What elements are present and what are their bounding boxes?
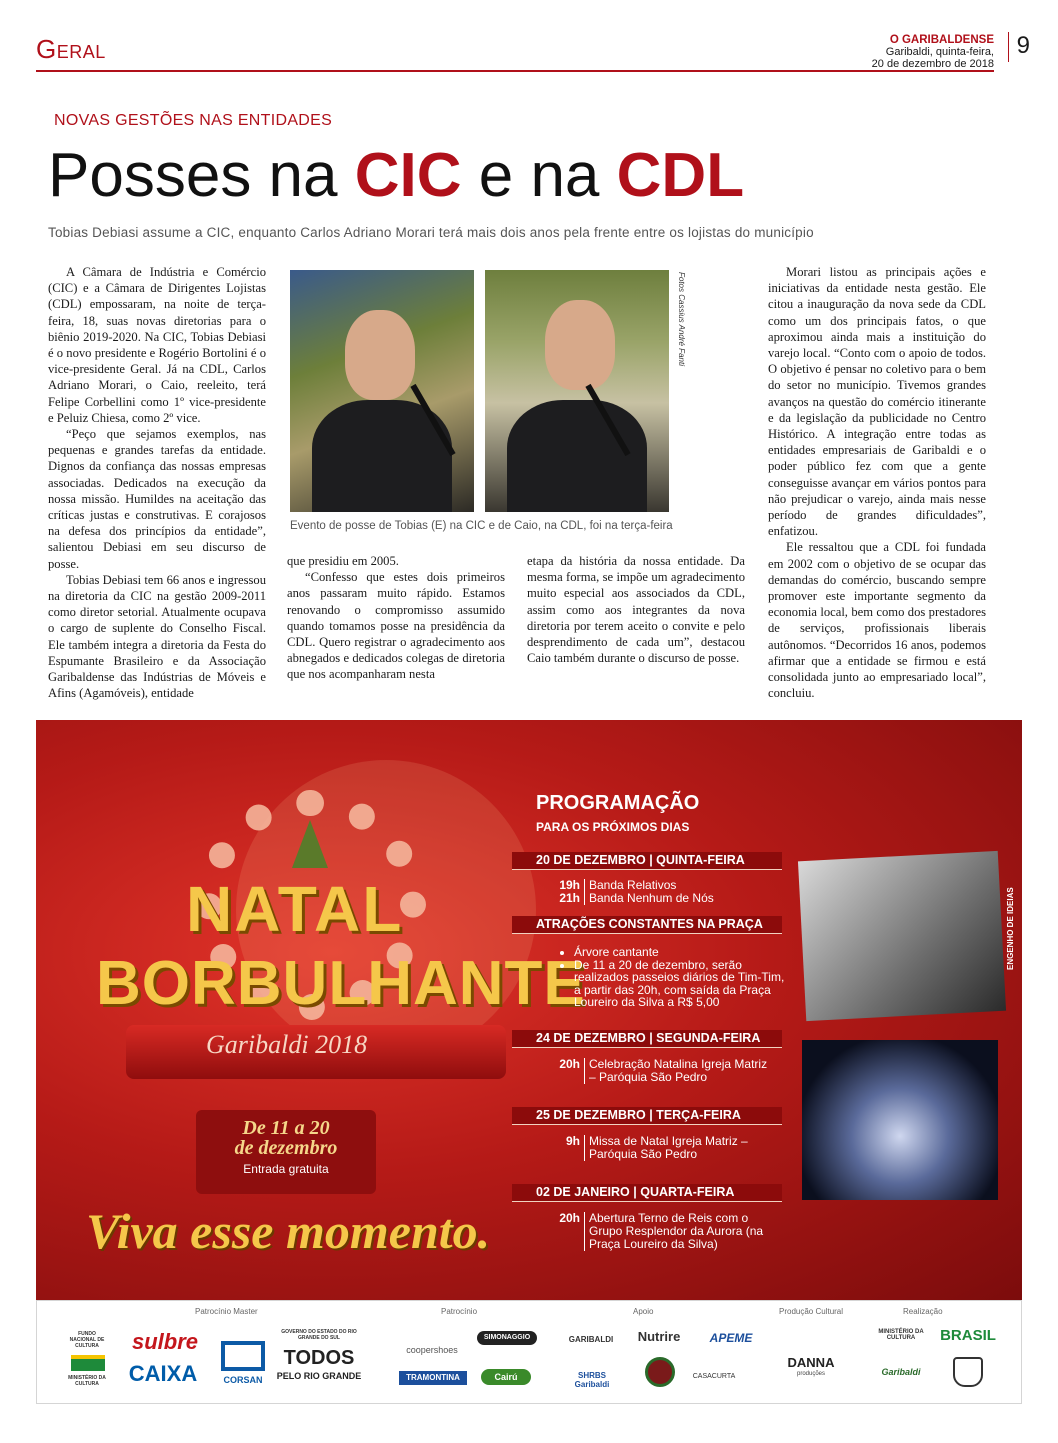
photo-caio (485, 270, 669, 512)
headline-cic: CIC (354, 141, 462, 210)
program-event (536, 1135, 776, 1161)
program-day-bar: 20 DE DEZEMBRO | QUINTA-FEIRA (512, 852, 782, 870)
logo-caixa: CAIXA (128, 1361, 198, 1386)
logo-danna: DANNA (787, 1355, 835, 1370)
page-number: 9 (1008, 32, 1030, 62)
event-desc: Abertura Terno de Reis com o Grupo Resplendor da Aurora (na Praça Loureiro da Silva) (584, 1212, 776, 1251)
section-title: Geral (36, 34, 106, 64)
dateline-2: 20 de dezembro de 2018 (871, 58, 994, 70)
program-events-day1 (536, 879, 776, 905)
natal-advertisement (36, 720, 1022, 1300)
logo-tramontina: TRAMONTINA (399, 1371, 467, 1385)
program-day-bar: ATRAÇÕES CONSTANTES NA PRAÇA (512, 916, 782, 934)
logo-cairu: Cairú (481, 1369, 531, 1385)
headline-cdl: CDL (616, 141, 745, 210)
article-photos (290, 270, 686, 512)
event-desc: Missa de Natal Igreja Matriz – Paróquia São Pedro (584, 1135, 776, 1161)
logo-coopershoes: coopershoes (406, 1345, 458, 1355)
program-events-day2 (536, 1058, 776, 1084)
headline-part-1: Posses na (48, 141, 355, 210)
paragraph: “Confesso que estes dois primeiros anos passaram muito rápido. Estamos renovando o compromisso assumido quando tomamos posse na presidência da CDL. Quero registrar o agradecimento aos abnegados e dedicados colegas de diretoria que nos acompanharam nesta (287, 570, 505, 682)
corsan-icon (221, 1341, 265, 1371)
logo-todos: TODOS (283, 1347, 355, 1369)
article-kicker: NOVAS GESTÕES NAS ENTIDADES (54, 112, 333, 129)
article-column-3 (527, 553, 745, 666)
event-desc: Banda Relativos (584, 879, 776, 892)
paragraph: “Peço que sejamos exemplos, nas pequenas e grandes tarefas da entidade. Dignos da confiança das nossas empresas associadas. Dedicados na execução da nossa missão. Humildes na aceitação das críticas justas e construtivas. E corajosos na defesa dos princípios da entidade”, salientou Debiasi em seu discurso de posse. (48, 427, 266, 571)
logo-brasil: BRASIL (940, 1327, 996, 1344)
article-deck: Tobias Debiasi assume a CIC, enquanto Carlos Adriano Morari terá mais dois anos pela frente entre os lojistas do município (48, 225, 814, 240)
logo-shrbs: SHRBS Garibaldi (574, 1371, 610, 1389)
program-events-day3 (536, 1135, 776, 1161)
tree-icon (292, 820, 328, 868)
logo-nutrire: Nutrire (637, 1329, 681, 1344)
page-header (36, 28, 1030, 74)
logo-governo: GOVERNO DO ESTADO DO RIO GRANDE DO SUL (281, 1329, 357, 1341)
article-column-4 (768, 264, 986, 701)
masthead (872, 34, 994, 70)
event-time: 9h (565, 1134, 580, 1148)
paragraph: Tobias Debiasi tem 66 anos e ingressou na diretoria da CIC na gestão 2009-2011 como diretor setorial. Atualmente ocupava o cargo de suplente do Conselho Fiscal. Ele também integra a diretoria da Festa do Espumante Brasileiro e da Associação Garibaldense das Indústrias de Móveis e Afins (Agamóveis), entidade (48, 572, 266, 701)
headline-part-2: e na (461, 141, 617, 210)
paragraph: etapa da história da nossa entidade. Da mesma forma, se impõe um agradecimento muito especial aos associados da CDL, assim como aos integrantes da nova diretoria por terem aceito o convite e pelo desprendimento de cada um”, destacou Caio também durante o discurso de posse. (527, 554, 745, 666)
figure-body (507, 400, 647, 512)
agency-credit: ENGENHO DE IDEIAS (1006, 887, 1015, 970)
dateline-1: Garibaldi, quinta-feira, (885, 46, 994, 58)
event-desc: Banda Nenhum de Nós (584, 892, 776, 905)
photo-caption: Evento de posse de Tobias (E) na CIC e de Caio, na CDL, foi na terça-feira (290, 520, 673, 532)
program-subtitle: PARA OS PRÓXIMOS DIAS (536, 820, 690, 834)
program-title: PROGRAMAÇÃO (536, 792, 700, 814)
logo-sulbre: sulbre (131, 1329, 199, 1354)
header-rule (36, 70, 994, 72)
logo-fundo-cultura: FUNDO NACIONAL DE CULTURA (69, 1331, 105, 1349)
program-events-day4 (536, 1212, 776, 1251)
program-day-bar: 24 DE DEZEMBRO | SEGUNDA-FEIRA (512, 1030, 782, 1048)
event-time: 21h (559, 891, 580, 905)
label-patrocinio-master: Patrocínio Master (195, 1307, 258, 1316)
event-desc: Celebração Natalina Igreja Matriz – Paróquia São Pedro (584, 1058, 776, 1084)
logo-pelo-rio-grande: PELO RIO GRANDE (276, 1371, 362, 1381)
list-item: • Árvore cantante (574, 946, 792, 959)
constant-attractions-list (562, 946, 792, 1009)
paper-name: O GARIBALDENSE (889, 34, 994, 46)
label-realizacao: Realização (903, 1307, 943, 1316)
figure-head (545, 300, 615, 390)
program-event (536, 1058, 776, 1084)
article-headline (48, 136, 744, 216)
paragraph: que presidiu em 2005. (287, 554, 399, 568)
ad-entry: Entrada gratuita (243, 1162, 329, 1176)
label-producao: Produção Cultural (779, 1307, 844, 1316)
paragraph: Ele ressaltou que a CDL foi fundada em 2002 com o objetivo de se ocupar das demandas do comércio, buscando sempre promover este importante segmento da economia local, bem como dos prestadores de serviços, profissionais liberais autônomos. “Decorridos 16 anos, podemos afirmar que a entidade se firmou e está consolidada junto ao empresariado local”, concluiu. (768, 540, 986, 701)
program-event (536, 1212, 776, 1251)
logo-garibaldi-coop: GARIBALDI (568, 1335, 614, 1344)
list-item: • De 11 a 20 de dezembro, serão realizados passeios diários de Tim-Tim, a partir das 20h, com saída da Praça Loureiro da Silva a R$ 5,00 (574, 959, 792, 1009)
logo-simonaggio: SIMONAGGIO (477, 1331, 537, 1345)
ad-title-natal: NATAL (186, 873, 404, 945)
logo-garibaldi-city: Garibaldi (881, 1367, 921, 1377)
lit-tree-photo (802, 1040, 998, 1200)
event-time: 20h (559, 1057, 580, 1071)
band-photo (798, 851, 1006, 1021)
ad-dates-2: de dezembro (234, 1137, 338, 1159)
label-apoio: Apoio (633, 1307, 654, 1316)
brazil-flag-icon (71, 1355, 105, 1371)
emblem-icon (645, 1357, 675, 1387)
paragraph: Morari listou as principais ações e iniciativas da entidade nesta gestão. Ele citou a inauguração da nova sede da CDL como um dos principais fatos, o que aproximou ainda mais a instituição do varejo local. “Conto com o apoio de todos. O objetivo é pensar no coletivo para o bem do setor no município. Tivemos grandes avanços na questão do comércio itinerante e da legislação da publicidade no Centro Histórico. A integração entre todas as entidades empresariais de Garibaldi e o poder público fez com que a gente conseguisse avançar em vários pontos para não prejudicar o varejo, ainda mais nesse período de grandes dificuldades”, enfatizou. (768, 265, 986, 539)
ad-slogan: Viva esse momento. (86, 1203, 491, 1259)
logo-ministerio-realizacao: MINISTÉRIO DA CULTURA (878, 1329, 924, 1341)
ad-title-borbulhante: BORBULHANTE (96, 949, 586, 1018)
program-day-bar: 02 DE JANEIRO | QUARTA-FEIRA (512, 1184, 782, 1202)
event-time: 19h (559, 878, 580, 892)
logo-casacurta: CASACURTA (692, 1373, 736, 1380)
article-column-1 (48, 264, 266, 701)
logo-corsan: CORSAN (223, 1375, 263, 1385)
ad-dates-1: De 11 a 20 (242, 1117, 330, 1139)
event-time: 20h (559, 1211, 580, 1225)
program-event (536, 892, 776, 905)
program-day-bar: 25 DE DEZEMBRO | TERÇA-FEIRA (512, 1107, 782, 1125)
logo-apeme: APEME (709, 1331, 753, 1345)
paragraph: A Câmara de Indústria e Comércio (CIC) e a Câmara de Dirigentes Lojistas (CDL) empossaram, na noite de terça-feira, 18, suas novas diretorias para o biênio 2019-2020. Na CIC, Tobias Debiasi é o novo presidente e Rogério Bortolini é o vice-presidente Geral. Já na CDL, Carlos Adriano Morari, o Caio, reeleito, terá Felipe Corbellini como 1º vice-presidente e Peluiz Chiesa, como 2º vice. (48, 265, 266, 425)
photo-tobias (290, 270, 474, 512)
ad-subtitle: Garibaldi 2018 (206, 1030, 368, 1059)
logo-danna-sub: produções (796, 1371, 826, 1377)
logo-ministerio-cultura: MINISTÉRIO DA CULTURA (68, 1375, 106, 1387)
figure-head (345, 310, 415, 400)
article-column-2 (287, 553, 505, 683)
city-coat-of-arms-icon (953, 1357, 983, 1387)
ad-dates-box (196, 1110, 376, 1194)
sponsors-strip (36, 1300, 1022, 1404)
photo-credit: Fotos Cassius André Fanti (677, 272, 686, 366)
label-patrocinio: Patrocínio (441, 1307, 478, 1316)
